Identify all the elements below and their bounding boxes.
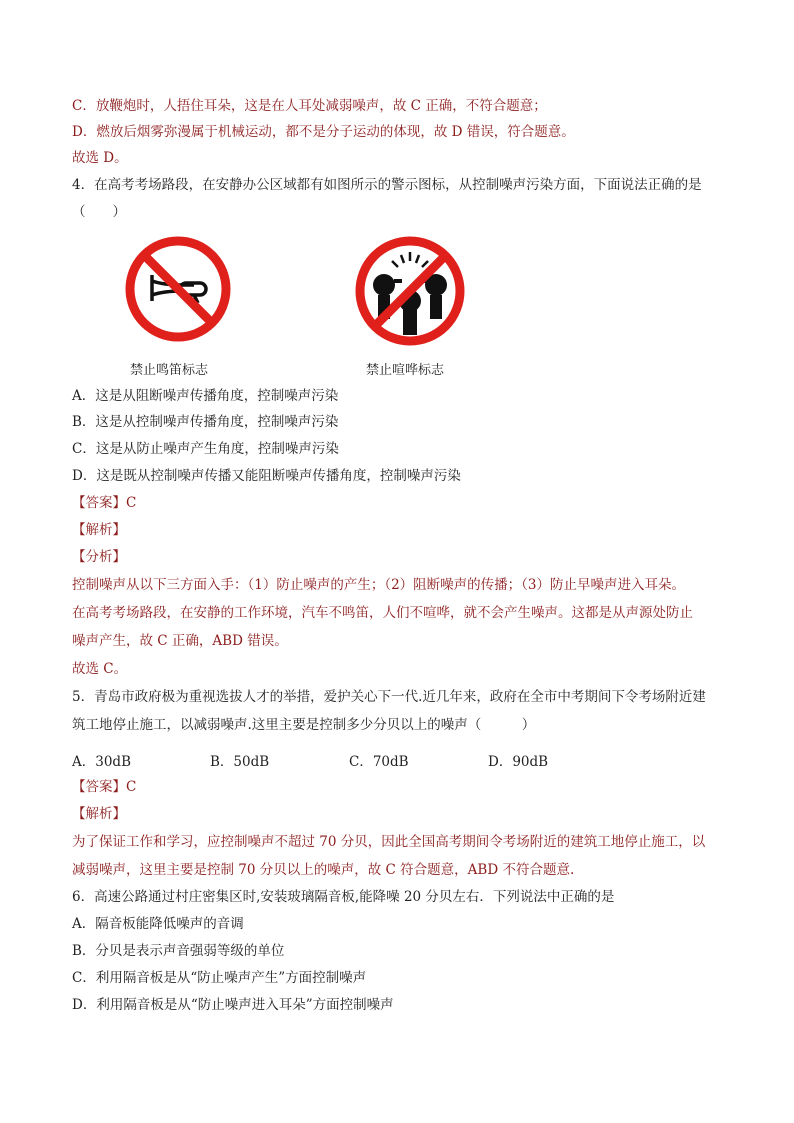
question-6-stem: 6．高速公路通过村庄密集区时,安装玻璃隔音板,能降噪 20 分贝左右．下列说法中正确的是 (72, 889, 615, 905)
option-a: A．隔音板能降低噪声的音调 (72, 916, 244, 932)
warning-signs-figure (0, 235, 794, 380)
option-c: C．70dB (349, 754, 409, 770)
question-4-bracket: （ ） (72, 204, 126, 220)
answer-label: 【答案】C (72, 779, 137, 795)
explanation-line: C．放鞭炮时，人捂住耳朵，这是在人耳处减弱噪声，故 C 正确，不符合题意； (72, 98, 547, 114)
option-b: B．这是从控制噪声传播角度，控制噪声污染 (72, 414, 339, 430)
option-a: A．这是从阻断噪声传播角度，控制噪声污染 (72, 388, 339, 404)
option-d: D．90dB (488, 754, 549, 770)
explanation-line: D．燃放后烟雾弥漫属于机械运动，都不是分子运动的体现，故 D 错误，符合题意。 (72, 124, 575, 140)
explanation-line: 噪声产生，故 C 正确，ABD 错误。 (72, 633, 288, 649)
analysis-sub-label: 【分析】 (72, 549, 126, 565)
no-noise-sign (354, 235, 466, 351)
analysis-label: 【解析】 (72, 522, 126, 538)
no-horn-caption: 禁止鸣笛标志 (130, 363, 209, 378)
option-c: C．利用隔音板是从“防止噪声产生”方面控制噪声 (72, 970, 367, 986)
option-a: A．30dB (72, 754, 131, 770)
question-5-stem-cont: 筑工地停止施工，以减弱噪声.这里主要是控制多少分贝以上的噪声（ ） (72, 717, 536, 733)
question-4-stem: 4．在高考考场路段，在安静办公区域都有如图所示的警示图标，从控制噪声污染方面，下面说法正确的是 (72, 177, 702, 193)
option-b: B．50dB (210, 754, 270, 770)
no-noise-caption: 禁止喧哗标志 (366, 363, 445, 378)
question-5-stem: 5．青岛市政府极为重视选拔人才的举措，爱护关心下一代.近几年来，政府在全市中考期间下令考场附近建 (72, 689, 706, 705)
question-5-options (72, 750, 732, 770)
explanation-line: 减弱噪声，这里主要是控制 70 分贝以上的噪声，故 C 符合题意，ABD 不符合题意. (72, 862, 575, 878)
option-d: D．这是既从控制噪声传播又能阻断噪声传播角度，控制噪声污染 (72, 468, 461, 484)
option-c: C．这是从防止噪声产生角度，控制噪声污染 (72, 441, 339, 457)
explanation-line: 为了保证工作和学习，应控制噪声不超过 70 分贝，因此全国高考期间令考场附近的建筑工地停止施工，以 (72, 834, 706, 850)
conclusion-line: 故选 D。 (72, 150, 128, 166)
option-b: B．分贝是表示声音强弱等级的单位 (72, 943, 285, 959)
no-noise-icon (354, 235, 466, 347)
conclusion-line: 故选 C。 (72, 661, 128, 677)
analysis-label: 【解析】 (72, 806, 126, 822)
option-d: D．利用隔音板是从“防止噪声进入耳朵”方面控制噪声 (72, 997, 394, 1013)
no-horn-sign (124, 235, 232, 347)
explanation-line: 控制噪声从以下三方面入手：（1）防止噪声的产生；（2）阻断噪声的传播；（3）防止早噪声进入耳朵。 (72, 577, 686, 593)
no-horn-icon (124, 235, 232, 343)
explanation-line: 在高考考场路段，在安静的工作环境，汽车不鸣笛，人们不喧哗，就不会产生噪声。这都是从声源处防止 (72, 605, 693, 621)
answer-label: 【答案】C (72, 495, 137, 511)
